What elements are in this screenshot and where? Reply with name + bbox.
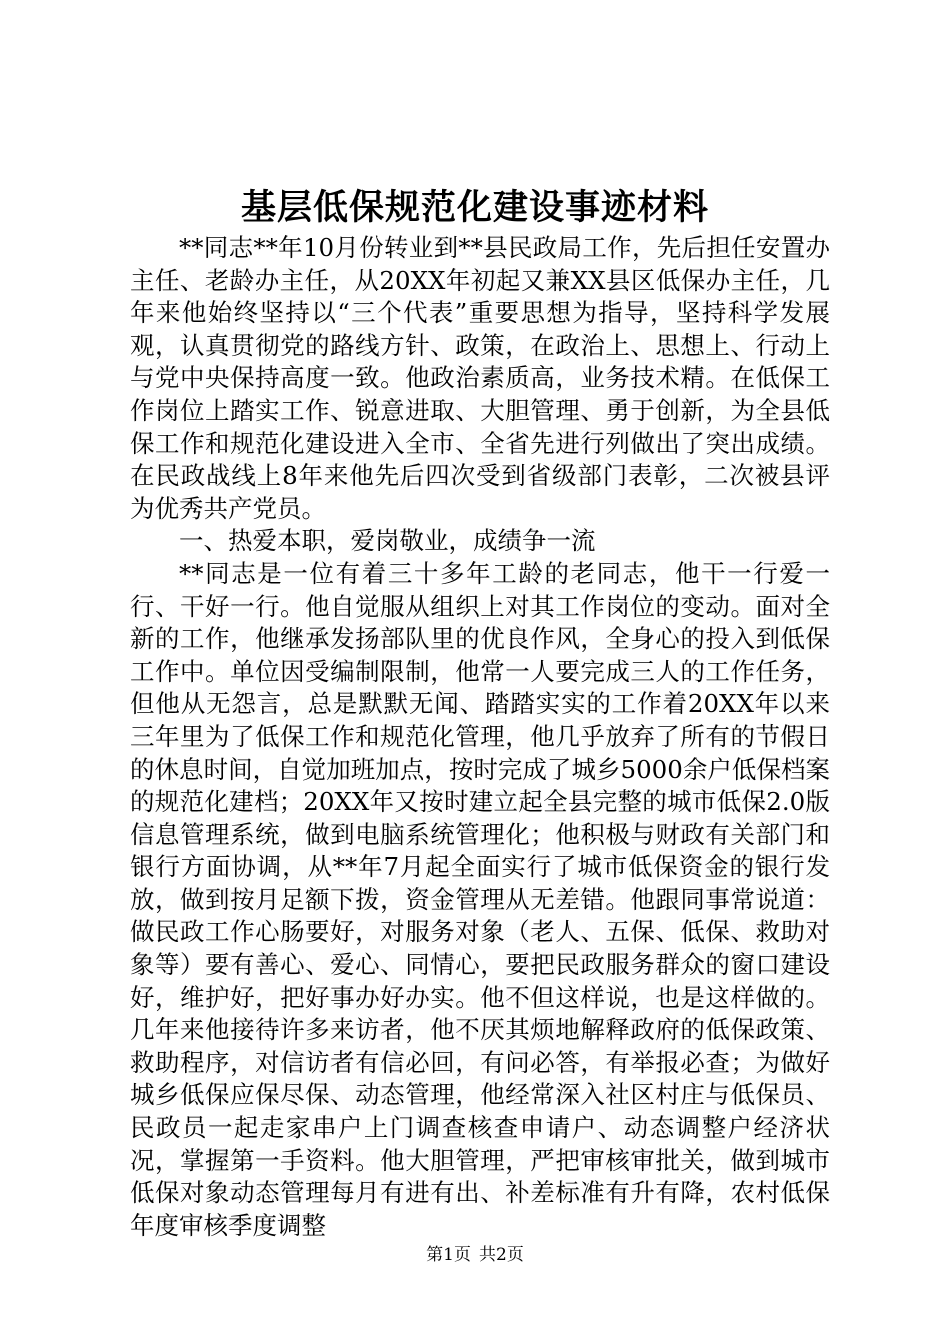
page-footer (0, 1244, 950, 1266)
section-heading: 一、热爱本职，爱岗敬业，成绩争一流 (179, 526, 596, 556)
section-paragraph: **同志是一位有着三十多年工龄的老同志，他干一行爱一行、干好一行。他自觉服从组织上对其工作岗位的变动。面对全新的工作，他继承发扬部队里的优良作风，全身心的投入到低保工作中。单位因受编制限制，他常一人要完成三人的工作任务，但他从无怨言，总是默默无闻、踏踏实实的工作着20XX年以来三年里为了低保工作和规范化管理，他几乎放弃了所有的节假日的休息时间，自觉加班加点，按时完成了城乡5000余户低保档案的规范化建档；20XX年又按时建立起全县完整的城市低保2.0版信息管理系统，做到电脑系统管理化；他积极与财政有关部门和银行方面协调，从**年7月起全面实行了城市低保资金的银行发放，做到按月足额下拨，资金管理从无差错。他跟同事常说道：做民政工作心肠要好，对服务对象（老人、五保、低保、救助对象等）要有善心、爱心、同情心，要把民政服务群众的窗口建设好，维护好，把好事办好办实。他不但这样说，也是这样做的。几年来他接待许多来访者，他不厌其烦地解释政府的低保政策、救助程序，对信访者有信必回，有问必答，有举报必查；为做好城乡低保应保尽保、动态管理，他经常深入社区村庄与低保员、民政员一起走家串户上门调查核查申请户、动态调整户经济状况，掌握第一手资料。他大胆管理，严把审核审批关，做到城市低保对象动态管理每月有进有出、补差标准有升有降，农村低保年度审核季度调整 (130, 558, 830, 1240)
page-number: 第1页 (426, 1245, 471, 1265)
document-body (130, 232, 830, 1242)
document-title: 基层低保规范化建设事迹材料 (240, 187, 709, 228)
page-total: 共2页 (479, 1245, 524, 1265)
intro-paragraph: **同志**年10月份转业到**县民政局工作，先后担任安置办主任、老龄办主任，从20XX年初起又兼XX县区低保办主任，几年来他始终坚持以“三个代表”重要思想为指导，坚持科学发展观，认真贯彻党的路线方针、政策，在政治上、思想上、行动上与党中央保持高度一致。他政治素质高，业务技术精。在低保工作岗位上踏实工作、锐意进取、大胆管理、勇于创新，为全县低保工作和规范化建设进入全市、全省先进行列做出了突出成绩。在民政战线上8年来他先后四次受到省级部门表彰，二次被县评为优秀共产党员。 (130, 233, 830, 523)
